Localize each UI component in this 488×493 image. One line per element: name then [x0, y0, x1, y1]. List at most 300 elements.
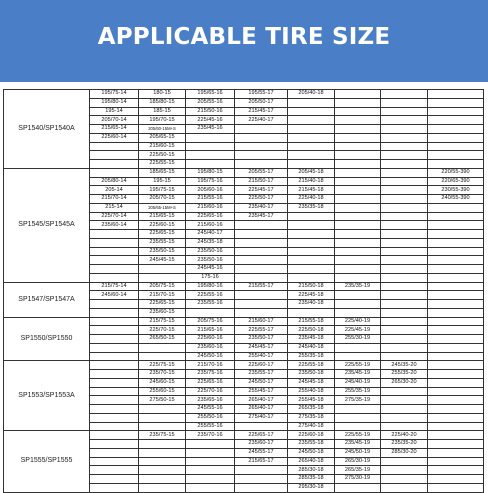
tire-size-cell: [381, 308, 428, 317]
tire-size-cell: [428, 133, 484, 142]
tire-size-cell: 235/45-17: [235, 212, 288, 221]
tire-size-cell: [235, 265, 288, 274]
tire-size-cell: 205-14: [90, 186, 139, 195]
tire-size-cell: 215/55-16: [186, 195, 235, 204]
tire-size-cell: [428, 387, 484, 396]
tire-size-cell: 275/35-19: [335, 396, 381, 405]
tire-size-cell: [381, 265, 428, 274]
tire-size-cell: [381, 387, 428, 396]
tire-size-cell: 235/55-15: [139, 238, 186, 247]
tire-size-cell: [428, 352, 484, 361]
tire-size-cell: [381, 405, 428, 414]
tire-size-cell: [139, 343, 186, 352]
tire-size-cell: [335, 265, 381, 274]
tire-size-cell: 225/45-16: [186, 116, 235, 125]
tire-size-table: [3, 89, 484, 493]
tire-size-cell: 225/40-17: [235, 116, 288, 125]
tire-size-cell: 235/60-14: [90, 221, 139, 230]
tire-size-cell: [381, 186, 428, 195]
tire-size-cell: [235, 291, 288, 300]
tire-size-cell: 285/35-18: [288, 475, 335, 484]
tire-size-cell: [90, 396, 139, 405]
tire-size-cell: [428, 370, 484, 379]
tire-size-cell: 225/55-19: [335, 361, 381, 370]
tire-size-cell: 215/60-16: [186, 203, 235, 212]
tire-size-cell: [288, 107, 335, 116]
tire-size-cell: [288, 142, 335, 151]
tire-size-cell: 245/55-16: [186, 405, 235, 414]
tire-size-cell: [90, 335, 139, 344]
tire-size-cell: [428, 125, 484, 134]
tire-size-cell: [428, 203, 484, 212]
tire-size-cell: 225/65-15: [139, 300, 186, 309]
tire-size-cell: [90, 361, 139, 370]
tire-size-cell: 195/80-14: [90, 98, 139, 107]
tire-size-cell: [381, 335, 428, 344]
tire-size-cell: [335, 151, 381, 160]
tire-size-cell: 175-16: [186, 273, 235, 282]
tire-size-cell: [90, 457, 139, 466]
tire-size-cell: [186, 142, 235, 151]
tire-size-cell: 265/30-19: [335, 457, 381, 466]
tire-size-cell: 265/40-17: [235, 396, 288, 405]
tire-size-cell: 205/75-16: [186, 317, 235, 326]
tire-size-cell: 225/60-18: [288, 431, 335, 440]
tire-size-cell: 225/40-18: [288, 195, 335, 204]
tire-size-cell: 225/70-16: [186, 387, 235, 396]
tire-size-table-container: [3, 89, 484, 493]
tire-size-cell: [90, 308, 139, 317]
tire-size-cell: 215-14: [90, 203, 139, 212]
tire-size-cell: 205/55-16: [186, 98, 235, 107]
tire-size-cell: [90, 300, 139, 309]
tire-size-cell: [428, 422, 484, 431]
tire-size-cell: 185/65-15: [139, 168, 186, 177]
tire-size-cell: [335, 177, 381, 186]
tire-size-cell: 265/35-18: [288, 405, 335, 414]
tire-size-cell: 245/50-19: [335, 448, 381, 457]
tire-size-cell: [90, 405, 139, 414]
tire-size-cell: 245/50-17: [235, 378, 288, 387]
tire-size-cell: 235/55-18: [288, 440, 335, 449]
tire-size-cell: [139, 352, 186, 361]
tire-size-cell: [335, 483, 381, 492]
tire-size-cell: [235, 247, 288, 256]
tire-size-cell: [381, 282, 428, 291]
tire-size-cell: [381, 352, 428, 361]
tire-size-cell: [186, 457, 235, 466]
tire-size-cell: 245/45-18: [288, 378, 335, 387]
tire-size-cell: 225/45-19: [335, 326, 381, 335]
tire-size-cell: [288, 247, 335, 256]
tire-size-cell: [235, 160, 288, 169]
tire-size-cell: [335, 352, 381, 361]
tire-size-cell: 220/65-390: [428, 177, 484, 186]
tire-size-cell: [90, 448, 139, 457]
tire-size-cell: 245/45-16: [186, 265, 235, 274]
tire-size-cell: 245/35-20: [381, 361, 428, 370]
tire-size-cell: 235/35-18: [288, 203, 335, 212]
tire-size-cell: [428, 142, 484, 151]
tire-size-cell: [428, 247, 484, 256]
tire-size-cell: [235, 475, 288, 484]
tire-size-cell: [90, 466, 139, 475]
tire-size-cell: 275/40-18: [288, 422, 335, 431]
tire-size-cell: 295/30-18: [288, 483, 335, 492]
tire-size-cell: [428, 221, 484, 230]
tire-size-cell: [428, 361, 484, 370]
tire-size-cell: [335, 142, 381, 151]
tire-size-cell: [381, 230, 428, 239]
tire-size-cell: [428, 335, 484, 344]
tire-size-cell: 225/55-15: [139, 160, 186, 169]
tire-size-cell: 235/35-20: [381, 440, 428, 449]
tire-size-cell: 205/40-18: [288, 90, 335, 99]
tire-size-cell: [90, 431, 139, 440]
tire-size-cell: [186, 308, 235, 317]
tire-size-cell: [381, 475, 428, 484]
tire-size-cell: 245/35-18: [186, 238, 235, 247]
tire-size-cell: 265/40-17: [235, 405, 288, 414]
tire-size-cell: [139, 405, 186, 414]
tire-size-cell: 255/40-17: [235, 352, 288, 361]
tire-size-cell: [235, 300, 288, 309]
tire-size-cell: [428, 256, 484, 265]
tire-size-cell: 205/50-17: [235, 98, 288, 107]
tire-size-cell: [139, 475, 186, 484]
tire-size-cell: 255/35-18: [288, 352, 335, 361]
tire-size-cell: [428, 405, 484, 414]
tire-size-cell: [381, 247, 428, 256]
tire-size-cell: [186, 475, 235, 484]
tire-size-cell: [428, 440, 484, 449]
tire-size-cell: [428, 483, 484, 492]
tire-size-cell: 215/55-18: [288, 317, 335, 326]
tire-size-cell: [139, 413, 186, 422]
tire-size-cell: 205/80-14: [90, 177, 139, 186]
tire-size-cell: [139, 457, 186, 466]
tire-size-cell: 225/75-15: [139, 361, 186, 370]
tire-size-cell: 215/65-17: [235, 457, 288, 466]
tire-size-cell: 235/45-19: [335, 370, 381, 379]
tire-size-cell: 245/50-16: [186, 352, 235, 361]
tire-size-cell: 205/70-15: [139, 195, 186, 204]
tire-size-cell: 215/50-18: [288, 282, 335, 291]
table-row: [4, 282, 484, 291]
tire-size-cell: 195/80-16: [186, 282, 235, 291]
tire-size-cell: 225/60-15: [139, 221, 186, 230]
tire-size-cell: [90, 422, 139, 431]
tire-size-cell: [335, 186, 381, 195]
tire-size-cell: [139, 483, 186, 492]
tire-size-cell: [139, 422, 186, 431]
tire-size-cell: [90, 256, 139, 265]
tire-size-cell: 180-15: [139, 90, 186, 99]
tire-size-cell: [235, 151, 288, 160]
table-row: [4, 317, 484, 326]
tire-size-cell: [90, 168, 139, 177]
tire-size-cell: 225/60-14: [90, 133, 139, 142]
tire-size-cell: 235/60-16: [186, 343, 235, 352]
tire-size-cell: 265/35-19: [335, 466, 381, 475]
tire-size-cell: [381, 133, 428, 142]
tire-size-cell: [381, 326, 428, 335]
tire-size-cell: 215/65-14: [90, 125, 139, 134]
tire-size-cell: [288, 212, 335, 221]
tire-size-cell: [335, 273, 381, 282]
tire-size-cell: [428, 343, 484, 352]
model-name-cell: SP1555/SP1555: [4, 431, 90, 492]
tire-size-cell: [335, 343, 381, 352]
tire-size-cell: 225/65-15: [139, 230, 186, 239]
tire-size-cell: [428, 90, 484, 99]
tire-size-cell: [288, 230, 335, 239]
tire-size-cell: [335, 203, 381, 212]
tire-size-cell: 255/55-16: [186, 422, 235, 431]
tire-size-cell: [235, 238, 288, 247]
tire-size-cell: [381, 256, 428, 265]
tire-size-cell: [381, 238, 428, 247]
tire-size-cell: [381, 142, 428, 151]
tire-size-cell: [381, 212, 428, 221]
model-name-cell: SP1550/SP1550: [4, 317, 90, 361]
tire-size-cell: [335, 413, 381, 422]
tire-size-cell: 205/65-15: [139, 133, 186, 142]
tire-size-cell: [428, 230, 484, 239]
tire-size-cell: 215/50-17: [235, 177, 288, 186]
tire-size-cell: 245/40-17: [186, 230, 235, 239]
tire-size-cell: 235/60-15: [139, 308, 186, 317]
tire-size-cell: [428, 238, 484, 247]
tire-size-cell: [288, 116, 335, 125]
tire-size-cell: 245/45-17: [235, 343, 288, 352]
tire-size-cell: [335, 422, 381, 431]
tire-size-cell: [381, 466, 428, 475]
tire-size-cell: [428, 265, 484, 274]
tire-size-cell: 235/40-18: [288, 300, 335, 309]
tire-size-cell: [288, 133, 335, 142]
tire-size-cell: 245/40-18: [288, 343, 335, 352]
tire-size-cell: [90, 326, 139, 335]
tire-size-cell: [235, 142, 288, 151]
table-row: [4, 90, 484, 99]
tire-size-cell: 265/30-20: [381, 378, 428, 387]
tire-size-cell: [235, 483, 288, 492]
tire-size-cell: 235/60-17: [235, 440, 288, 449]
tire-size-cell: [90, 343, 139, 352]
header-banner: [0, 0, 488, 82]
tire-size-cell: 225/40-19: [335, 317, 381, 326]
tire-size-cell: [90, 238, 139, 247]
tire-size-cell: 225/40-20: [381, 431, 428, 440]
tire-size-cell: 235/45-19: [335, 440, 381, 449]
tire-size-cell: [235, 230, 288, 239]
tire-size-cell: 225/55-18: [288, 361, 335, 370]
tire-size-cell: [335, 405, 381, 414]
tire-size-cell: 245/60-14: [90, 291, 139, 300]
tire-size-cell: [90, 475, 139, 484]
tire-size-cell: [335, 238, 381, 247]
tire-size-cell: [90, 247, 139, 256]
tire-size-cell: 245/45-15: [139, 256, 186, 265]
tire-size-cell: 215/45-18: [288, 186, 335, 195]
tire-size-cell: 255/35-20: [381, 370, 428, 379]
tire-size-cell: 235/45-16: [186, 125, 235, 134]
tire-size-cell: [335, 300, 381, 309]
tire-size-cell: [335, 221, 381, 230]
tire-size-cell: [381, 483, 428, 492]
tire-size-cell: 225/45-18: [288, 291, 335, 300]
tire-size-cell: [139, 265, 186, 274]
tire-size-cell: [90, 317, 139, 326]
tire-size-cell: [381, 396, 428, 405]
tire-size-cell: [381, 343, 428, 352]
tire-size-cell: [90, 151, 139, 160]
tire-size-cell: [381, 457, 428, 466]
tire-size-cell: 195-15: [139, 177, 186, 186]
tire-size-cell: 240/55-390: [428, 195, 484, 204]
tire-size-cell: 205/70-14: [90, 116, 139, 125]
table-row: [4, 431, 484, 440]
tire-size-cell: [186, 466, 235, 475]
tire-size-cell: [381, 300, 428, 309]
tire-size-cell: [428, 431, 484, 440]
tire-size-cell: [381, 203, 428, 212]
tire-size-cell: [381, 160, 428, 169]
tire-size-cell: 215/70-15: [139, 291, 186, 300]
tire-size-cell: [428, 326, 484, 335]
tire-size-cell: [235, 133, 288, 142]
tire-size-cell: 225/50-15: [139, 151, 186, 160]
tire-size-cell: [139, 273, 186, 282]
tire-size-cell: [90, 370, 139, 379]
tire-size-cell: 215/70-14: [90, 195, 139, 204]
tire-size-cell: [335, 212, 381, 221]
tire-size-cell: [428, 457, 484, 466]
tire-size-cell: 215/75-14: [90, 282, 139, 291]
tire-size-cell: 205/60-15M+S: [139, 125, 186, 134]
tire-size-cell: 225/55-19: [335, 431, 381, 440]
tire-size-cell: [335, 116, 381, 125]
tire-size-cell: [335, 160, 381, 169]
tire-size-cell: 285/30-20: [381, 448, 428, 457]
tire-size-cell: [335, 256, 381, 265]
tire-size-cell: [381, 168, 428, 177]
tire-size-cell: [186, 440, 235, 449]
tire-size-cell: 235/55-16: [186, 300, 235, 309]
tire-size-cell: 235/75-16: [186, 370, 235, 379]
tire-size-cell: 235/50-18: [288, 370, 335, 379]
tire-size-cell: [428, 98, 484, 107]
tire-size-cell: 225/45-17: [235, 186, 288, 195]
tire-size-cell: 230/55-390: [428, 186, 484, 195]
tire-size-cell: [90, 378, 139, 387]
tire-size-cell: [90, 352, 139, 361]
tire-size-cell: [90, 440, 139, 449]
tire-size-cell: [186, 160, 235, 169]
tire-size-cell: [288, 125, 335, 134]
tire-size-cell: 255/35-19: [335, 387, 381, 396]
tire-size-cell: [288, 98, 335, 107]
tire-size-cell: [335, 125, 381, 134]
tire-size-cell: [288, 160, 335, 169]
tire-size-cell: [428, 378, 484, 387]
tire-size-cell: [381, 177, 428, 186]
tire-size-cell: 185-15: [139, 107, 186, 116]
tire-size-cell: [381, 116, 428, 125]
tire-size-cell: [288, 151, 335, 160]
tire-size-cell: [428, 413, 484, 422]
tire-size-cell: 225/65-17: [235, 431, 288, 440]
tire-size-cell: [428, 273, 484, 282]
tire-size-cell: 195/55-17: [235, 90, 288, 99]
tire-size-cell: [428, 475, 484, 484]
tire-size-cell: 215/40-18: [288, 177, 335, 186]
tire-size-cell: [90, 483, 139, 492]
tire-size-cell: [235, 256, 288, 265]
tire-size-cell: [381, 317, 428, 326]
tire-size-cell: 275/30-19: [335, 475, 381, 484]
tire-size-cell: 215/50-16: [186, 107, 235, 116]
tire-size-cell: 185/80-15: [139, 98, 186, 107]
tire-size-cell: [235, 308, 288, 317]
tire-size-cell: [90, 230, 139, 239]
tire-size-cell: 195-14: [90, 107, 139, 116]
tire-size-cell: 225/60-17: [235, 361, 288, 370]
model-name-cell: SP1545/SP1545A: [4, 168, 90, 282]
tire-size-cell: 225/55-17: [235, 326, 288, 335]
tire-size-cell: 205/75-15: [139, 282, 186, 291]
table-row: [4, 168, 484, 177]
tire-size-cell: 235/50-16: [186, 256, 235, 265]
tire-size-cell: [428, 151, 484, 160]
tire-size-cell: 255/60-15: [139, 387, 186, 396]
tire-size-cell: 215/45-17: [235, 107, 288, 116]
tire-size-cell: [381, 107, 428, 116]
tire-size-cell: 195/70-15: [139, 116, 186, 125]
tire-size-cell: [288, 238, 335, 247]
tire-size-cell: 235/70-15: [139, 370, 186, 379]
tire-size-cell: 255/30-19: [335, 335, 381, 344]
tire-size-cell: [428, 116, 484, 125]
tire-size-cell: 195/80-15: [186, 168, 235, 177]
tire-size-cell: 235/65-16: [186, 396, 235, 405]
tire-size-cell: [288, 265, 335, 274]
tire-size-cell: 275/35-18: [288, 413, 335, 422]
tire-size-cell: 215/70-16: [186, 361, 235, 370]
model-name-cell: SP1540/SP1540A: [4, 90, 90, 169]
tire-size-cell: 215/60-17: [235, 317, 288, 326]
tire-size-cell: 205/65-15M+S: [139, 203, 186, 212]
tire-size-cell: [335, 107, 381, 116]
tire-size-cell: 215/60-15: [139, 142, 186, 151]
tire-size-cell: [428, 466, 484, 475]
tire-size-cell: 235/55-17: [235, 370, 288, 379]
tire-size-cell: [428, 160, 484, 169]
tire-size-cell: [186, 133, 235, 142]
tire-size-cell: [90, 160, 139, 169]
tire-size-cell: [381, 291, 428, 300]
tire-size-cell: [335, 308, 381, 317]
tire-size-cell: 215/55-17: [235, 282, 288, 291]
tire-size-cell: 195/65-16: [186, 90, 235, 99]
model-name-cell: SP1547/SP1547A: [4, 282, 90, 317]
tire-size-cell: 215/65-16: [186, 326, 235, 335]
tire-size-cell: 195/75-16: [186, 177, 235, 186]
tire-size-cell: 265/50-15: [139, 335, 186, 344]
tire-size-cell: 225/50-18: [288, 326, 335, 335]
tire-size-cell: 195/75-14: [90, 90, 139, 99]
